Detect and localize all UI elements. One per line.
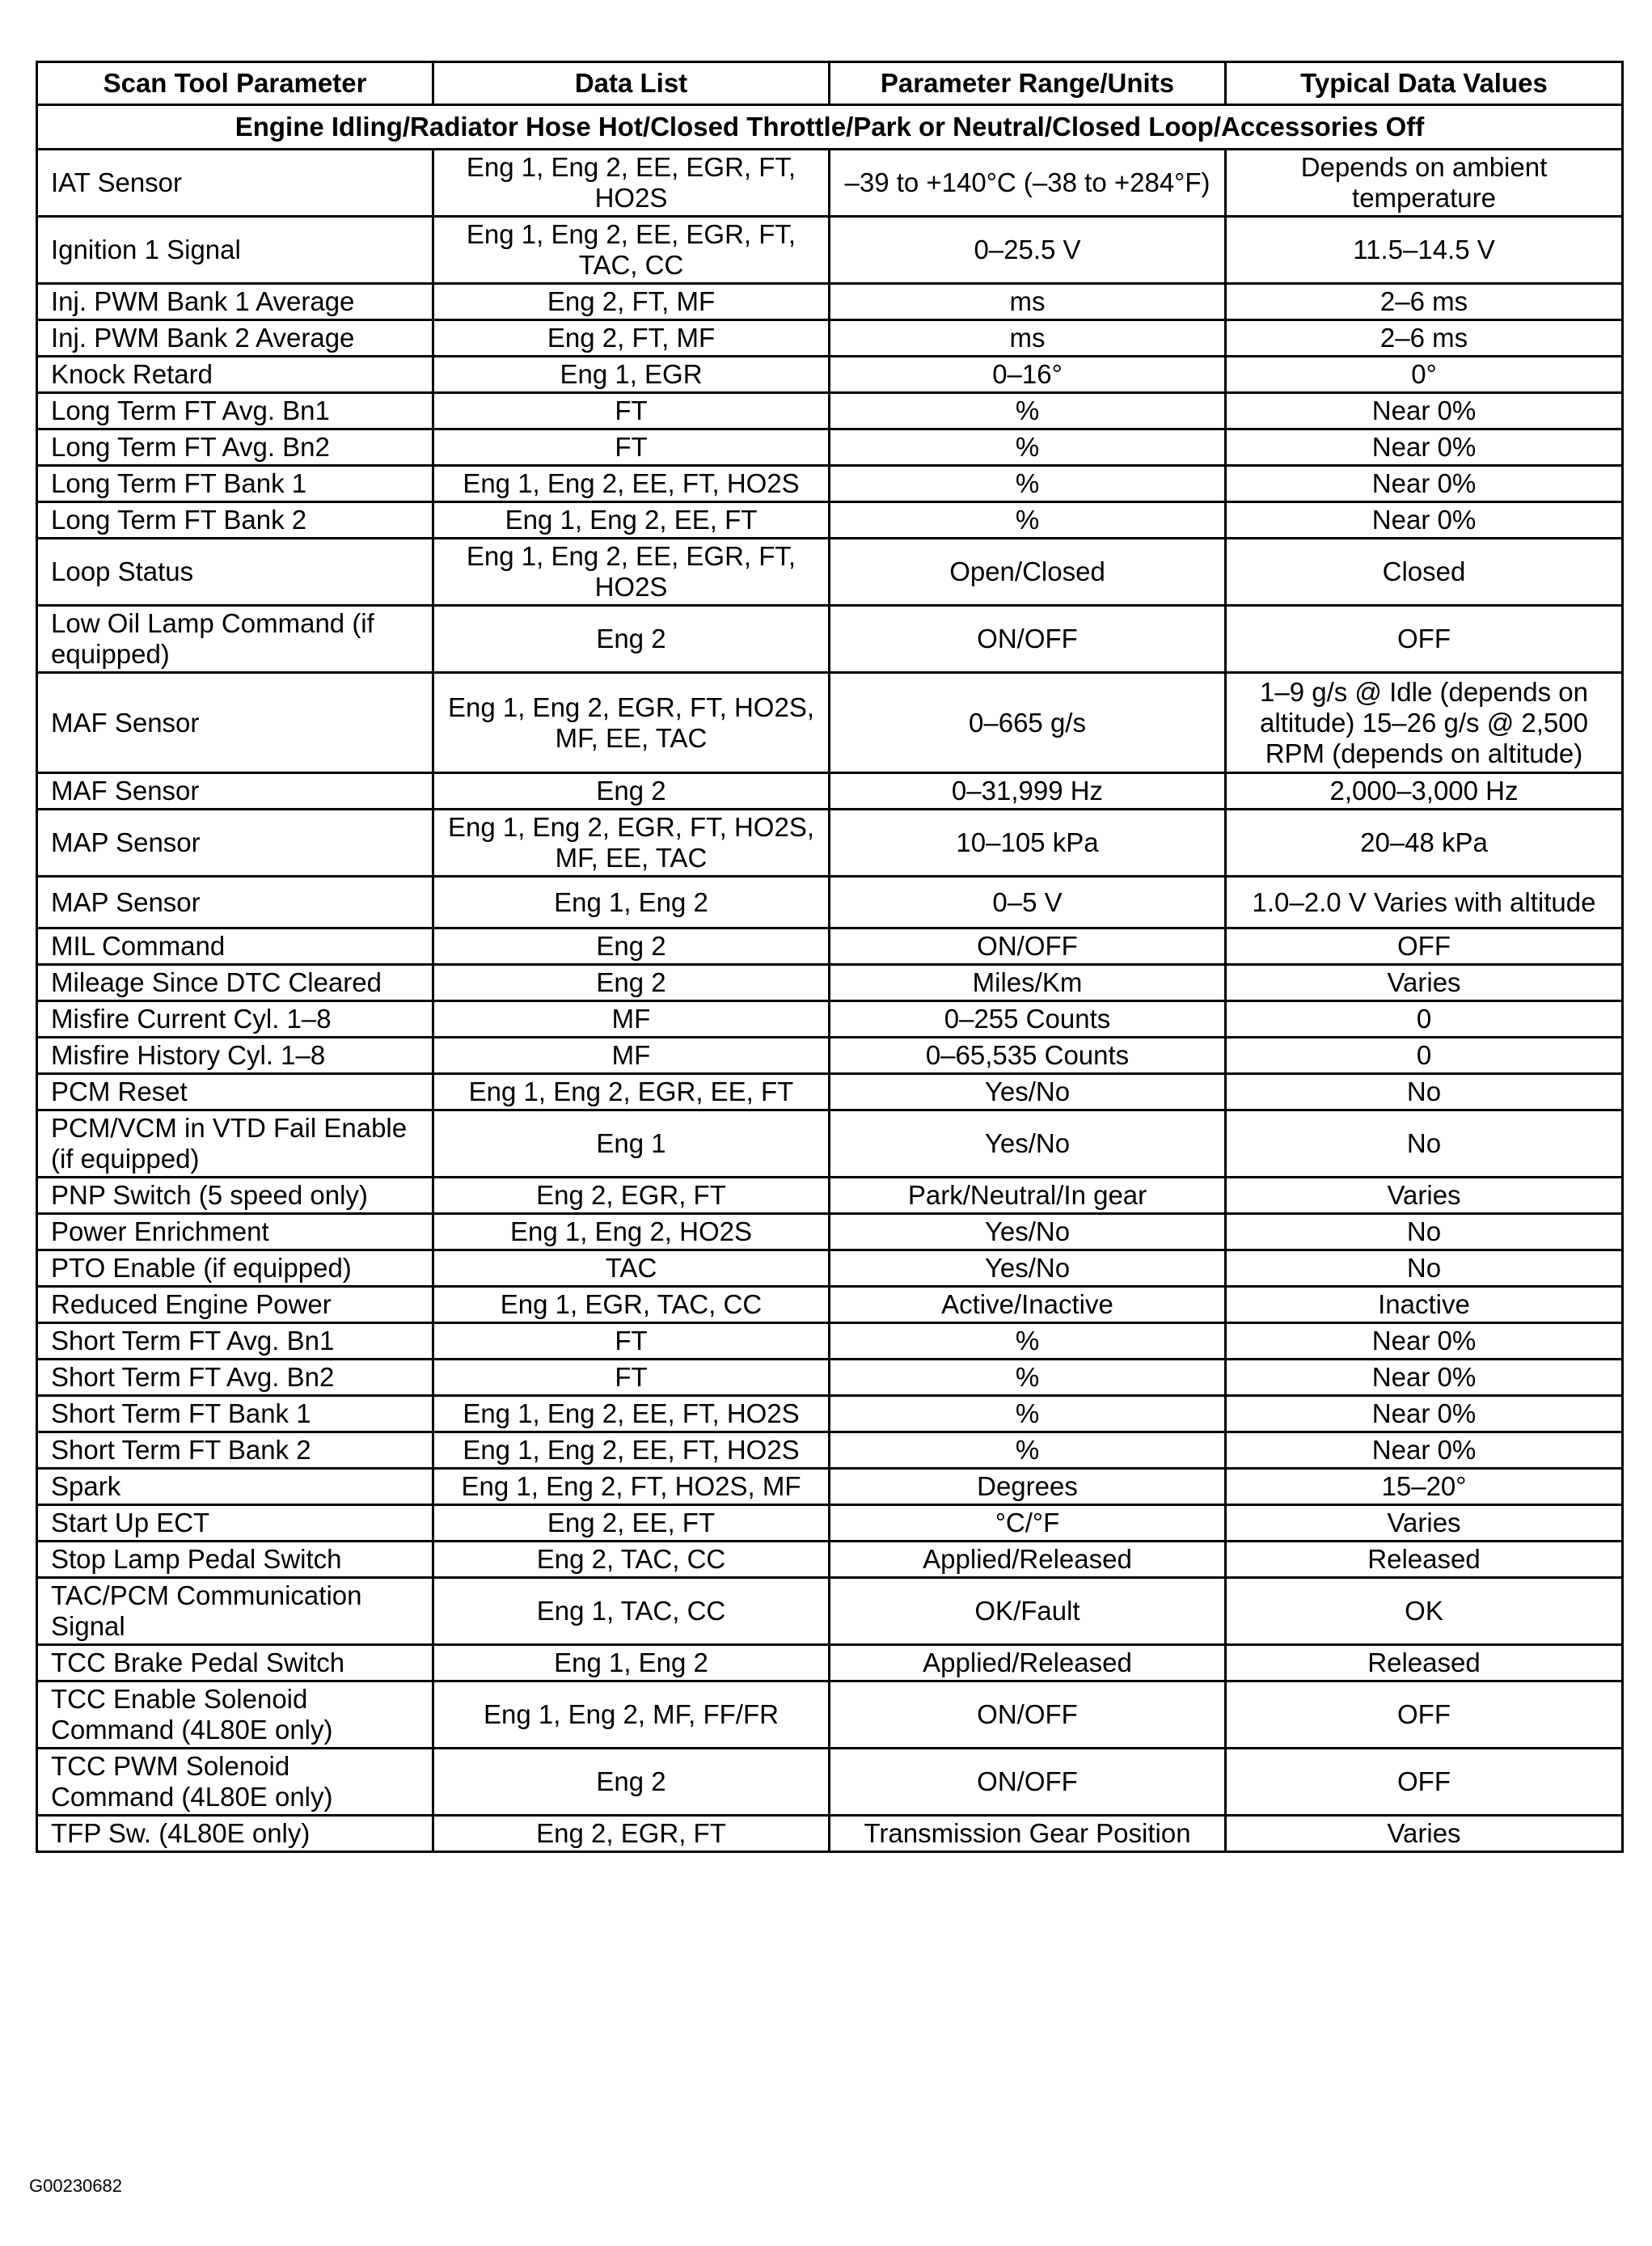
parameter-cell: PCM/VCM in VTD Fail Enable (if equipped): [37, 1110, 433, 1178]
typical-value-cell: Released: [1226, 1645, 1623, 1681]
parameter-cell: PCM Reset: [37, 1074, 433, 1110]
data-list-cell: Eng 1, Eng 2, EE, EGR, FT, TAC, CC: [433, 217, 830, 284]
parameter-cell: Misfire Current Cyl. 1–8: [37, 1001, 433, 1038]
table-row: [37, 1001, 1623, 1038]
data-list-cell: Eng 2: [433, 773, 830, 810]
range-cell: Yes/No: [830, 1214, 1226, 1250]
range-cell: Yes/No: [830, 1110, 1226, 1178]
table-row: [37, 1323, 1623, 1360]
table-row: [37, 810, 1623, 877]
table-row: [37, 1074, 1623, 1110]
range-cell: %: [830, 393, 1226, 429]
typical-value-cell: 0: [1226, 1038, 1623, 1074]
data-list-cell: MF: [433, 1001, 830, 1038]
parameter-cell: Stop Lamp Pedal Switch: [37, 1542, 433, 1578]
typical-value-cell: No: [1226, 1110, 1623, 1178]
range-cell: ms: [830, 284, 1226, 320]
table-row: [37, 466, 1623, 502]
data-list-cell: Eng 1, Eng 2, EE, FT, HO2S: [433, 466, 830, 502]
range-cell: 0–5 V: [830, 877, 1226, 928]
header-row: [37, 62, 1623, 105]
header-range-units: Parameter Range/Units: [830, 62, 1226, 105]
data-list-cell: Eng 1, EGR, TAC, CC: [433, 1287, 830, 1323]
parameter-cell: Short Term FT Bank 1: [37, 1396, 433, 1432]
data-list-cell: Eng 2, EE, FT: [433, 1505, 830, 1542]
parameter-cell: Knock Retard: [37, 357, 433, 393]
range-cell: 0–25.5 V: [830, 217, 1226, 284]
table-row: [37, 284, 1623, 320]
range-cell: %: [830, 1432, 1226, 1469]
table-row: [37, 1287, 1623, 1323]
data-list-cell: Eng 2, EGR, FT: [433, 1816, 830, 1852]
parameter-cell: Mileage Since DTC Cleared: [37, 965, 433, 1001]
typical-value-cell: 2,000–3,000 Hz: [1226, 773, 1623, 810]
typical-value-cell: Varies: [1226, 1816, 1623, 1852]
table-row: [37, 1432, 1623, 1469]
typical-value-cell: No: [1226, 1074, 1623, 1110]
data-list-cell: Eng 1, TAC, CC: [433, 1578, 830, 1645]
range-cell: °C/°F: [830, 1505, 1226, 1542]
data-list-cell: Eng 1, Eng 2, FT, HO2S, MF: [433, 1469, 830, 1505]
table-row: [37, 1749, 1623, 1816]
range-cell: Active/Inactive: [830, 1287, 1226, 1323]
table-row: [37, 357, 1623, 393]
range-cell: 0–65,535 Counts: [830, 1038, 1226, 1074]
parameter-cell: MIL Command: [37, 928, 433, 965]
parameter-cell: TCC Enable Solenoid Command (4L80E only): [37, 1681, 433, 1749]
range-cell: 0–16°: [830, 357, 1226, 393]
table-row: [37, 965, 1623, 1001]
data-list-cell: Eng 2: [433, 1749, 830, 1816]
data-list-cell: Eng 1, Eng 2, EE, FT, HO2S: [433, 1432, 830, 1469]
data-list-cell: Eng 1, Eng 2: [433, 1645, 830, 1681]
typical-value-cell: Near 0%: [1226, 1360, 1623, 1396]
parameter-cell: MAF Sensor: [37, 773, 433, 810]
data-list-cell: Eng 2: [433, 606, 830, 673]
typical-value-cell: Near 0%: [1226, 393, 1623, 429]
parameter-cell: MAP Sensor: [37, 877, 433, 928]
range-cell: Applied/Released: [830, 1645, 1226, 1681]
data-list-cell: Eng 2: [433, 965, 830, 1001]
parameter-cell: Reduced Engine Power: [37, 1287, 433, 1323]
typical-value-cell: 11.5–14.5 V: [1226, 217, 1623, 284]
range-cell: Open/Closed: [830, 539, 1226, 606]
typical-value-cell: Near 0%: [1226, 502, 1623, 539]
typical-value-cell: OFF: [1226, 928, 1623, 965]
typical-value-cell: Depends on ambient temperature: [1226, 150, 1623, 217]
range-cell: Miles/Km: [830, 965, 1226, 1001]
table-row: [37, 217, 1623, 284]
table-row: [37, 429, 1623, 466]
table-row: [37, 606, 1623, 673]
table-row: [37, 1396, 1623, 1432]
table-row: [37, 1578, 1623, 1645]
table-row: [37, 320, 1623, 357]
typical-value-cell: OFF: [1226, 1681, 1623, 1749]
table-body: [37, 150, 1623, 1852]
table-row: [37, 1469, 1623, 1505]
range-cell: %: [830, 1360, 1226, 1396]
table-row: [37, 1038, 1623, 1074]
parameter-cell: Start Up ECT: [37, 1505, 433, 1542]
range-cell: Yes/No: [830, 1250, 1226, 1287]
range-cell: %: [830, 1323, 1226, 1360]
typical-value-cell: OFF: [1226, 606, 1623, 673]
data-list-cell: Eng 1, Eng 2: [433, 877, 830, 928]
range-cell: 0–665 g/s: [830, 673, 1226, 773]
data-list-cell: Eng 1, Eng 2, MF, FF/FR: [433, 1681, 830, 1749]
table-row: [37, 928, 1623, 965]
table-row: [37, 150, 1623, 217]
scan-tool-data-table: [36, 61, 1621, 1853]
typical-value-cell: No: [1226, 1214, 1623, 1250]
parameter-cell: MAF Sensor: [37, 673, 433, 773]
table-row: [37, 1645, 1623, 1681]
data-list-cell: MF: [433, 1038, 830, 1074]
table-row: [37, 539, 1623, 606]
table-row: [37, 1250, 1623, 1287]
parameter-cell: Loop Status: [37, 539, 433, 606]
parameter-cell: Low Oil Lamp Command (if equipped): [37, 606, 433, 673]
condition-subheader: Engine Idling/Radiator Hose Hot/Closed Throttle/Park or Neutral/Closed Loop/Accessories Off: [37, 105, 1623, 150]
range-cell: ms: [830, 320, 1226, 357]
data-list-cell: Eng 2, TAC, CC: [433, 1542, 830, 1578]
parameter-cell: Inj. PWM Bank 1 Average: [37, 284, 433, 320]
typical-value-cell: Released: [1226, 1542, 1623, 1578]
figure-code: G00230682: [29, 2176, 122, 2196]
data-list-cell: TAC: [433, 1250, 830, 1287]
data-list-cell: Eng 1, Eng 2, EE, EGR, FT, HO2S: [433, 539, 830, 606]
range-cell: ON/OFF: [830, 1681, 1226, 1749]
range-cell: %: [830, 429, 1226, 466]
range-cell: ON/OFF: [830, 606, 1226, 673]
parameter-cell: TAC/PCM Communication Signal: [37, 1578, 433, 1645]
typical-value-cell: Varies: [1226, 1505, 1623, 1542]
data-list-cell: Eng 2, FT, MF: [433, 320, 830, 357]
typical-value-cell: Near 0%: [1226, 1432, 1623, 1469]
range-cell: Transmission Gear Position: [830, 1816, 1226, 1852]
typical-value-cell: 2–6 ms: [1226, 284, 1623, 320]
table-row: [37, 1816, 1623, 1852]
parameter-cell: Short Term FT Avg. Bn1: [37, 1323, 433, 1360]
data-list-cell: Eng 1, Eng 2, EE, EGR, FT, HO2S: [433, 150, 830, 217]
range-cell: %: [830, 1396, 1226, 1432]
data-list-cell: Eng 1, EGR: [433, 357, 830, 393]
range-cell: 0–255 Counts: [830, 1001, 1226, 1038]
header-typical-values: Typical Data Values: [1226, 62, 1623, 105]
parameter-cell: Long Term FT Avg. Bn2: [37, 429, 433, 466]
data-list-cell: Eng 1, Eng 2, HO2S: [433, 1214, 830, 1250]
parameter-cell: Power Enrichment: [37, 1214, 433, 1250]
parameter-cell: TCC PWM Solenoid Command (4L80E only): [37, 1749, 433, 1816]
data-list-cell: FT: [433, 393, 830, 429]
parameter-cell: Misfire History Cyl. 1–8: [37, 1038, 433, 1074]
range-cell: ON/OFF: [830, 928, 1226, 965]
data-list-cell: Eng 1, Eng 2, EGR, FT, HO2S, MF, EE, TAC: [433, 810, 830, 877]
data-list-cell: Eng 1, Eng 2, EE, FT, HO2S: [433, 1396, 830, 1432]
data-table: [36, 61, 1624, 1853]
typical-value-cell: 1.0–2.0 V Varies with altitude: [1226, 877, 1623, 928]
table-row: [37, 673, 1623, 773]
typical-value-cell: Varies: [1226, 1178, 1623, 1214]
table-row: [37, 1110, 1623, 1178]
typical-value-cell: OFF: [1226, 1749, 1623, 1816]
data-list-cell: Eng 1, Eng 2, EGR, EE, FT: [433, 1074, 830, 1110]
table-row: [37, 1214, 1623, 1250]
parameter-cell: IAT Sensor: [37, 150, 433, 217]
range-cell: Yes/No: [830, 1074, 1226, 1110]
parameter-cell: Long Term FT Avg. Bn1: [37, 393, 433, 429]
parameter-cell: Ignition 1 Signal: [37, 217, 433, 284]
typical-value-cell: Closed: [1226, 539, 1623, 606]
typical-value-cell: No: [1226, 1250, 1623, 1287]
typical-value-cell: 2–6 ms: [1226, 320, 1623, 357]
header-parameter: Scan Tool Parameter: [37, 62, 433, 105]
typical-value-cell: Near 0%: [1226, 429, 1623, 466]
range-cell: %: [830, 466, 1226, 502]
table-row: [37, 773, 1623, 810]
data-list-cell: Eng 2, EGR, FT: [433, 1178, 830, 1214]
table-row: [37, 1360, 1623, 1396]
condition-row: [37, 105, 1623, 150]
typical-value-cell: Varies: [1226, 965, 1623, 1001]
typical-value-cell: OK: [1226, 1578, 1623, 1645]
data-list-cell: FT: [433, 1360, 830, 1396]
parameter-cell: PTO Enable (if equipped): [37, 1250, 433, 1287]
typical-value-cell: Near 0%: [1226, 466, 1623, 502]
range-cell: 10–105 kPa: [830, 810, 1226, 877]
data-list-cell: Eng 1: [433, 1110, 830, 1178]
table-row: [37, 1681, 1623, 1749]
typical-value-cell: Near 0%: [1226, 1323, 1623, 1360]
data-list-cell: Eng 1, Eng 2, EGR, FT, HO2S, MF, EE, TAC: [433, 673, 830, 773]
typical-value-cell: 0°: [1226, 357, 1623, 393]
parameter-cell: TCC Brake Pedal Switch: [37, 1645, 433, 1681]
data-list-cell: Eng 2: [433, 928, 830, 965]
typical-value-cell: 20–48 kPa: [1226, 810, 1623, 877]
table-row: [37, 1542, 1623, 1578]
parameter-cell: Long Term FT Bank 1: [37, 466, 433, 502]
range-cell: Park/Neutral/In gear: [830, 1178, 1226, 1214]
table-row: [37, 877, 1623, 928]
table-row: [37, 393, 1623, 429]
typical-value-cell: 1–9 g/s @ Idle (depends on altitude) 15–26 g/s @ 2,500 RPM (depends on altitude): [1226, 673, 1623, 773]
table-row: [37, 502, 1623, 539]
typical-value-cell: Inactive: [1226, 1287, 1623, 1323]
data-list-cell: FT: [433, 429, 830, 466]
parameter-cell: Short Term FT Avg. Bn2: [37, 1360, 433, 1396]
table-row: [37, 1505, 1623, 1542]
typical-value-cell: 0: [1226, 1001, 1623, 1038]
range-cell: –39 to +140°C (–38 to +284°F): [830, 150, 1226, 217]
parameter-cell: TFP Sw. (4L80E only): [37, 1816, 433, 1852]
parameter-cell: Inj. PWM Bank 2 Average: [37, 320, 433, 357]
data-list-cell: FT: [433, 1323, 830, 1360]
parameter-cell: Long Term FT Bank 2: [37, 502, 433, 539]
parameter-cell: MAP Sensor: [37, 810, 433, 877]
range-cell: %: [830, 502, 1226, 539]
range-cell: ON/OFF: [830, 1749, 1226, 1816]
header-data-list: Data List: [433, 62, 830, 105]
range-cell: OK/Fault: [830, 1578, 1226, 1645]
range-cell: Applied/Released: [830, 1542, 1226, 1578]
typical-value-cell: 15–20°: [1226, 1469, 1623, 1505]
data-list-cell: Eng 1, Eng 2, EE, FT: [433, 502, 830, 539]
parameter-cell: Short Term FT Bank 2: [37, 1432, 433, 1469]
table-row: [37, 1178, 1623, 1214]
data-list-cell: Eng 2, FT, MF: [433, 284, 830, 320]
typical-value-cell: Near 0%: [1226, 1396, 1623, 1432]
range-cell: Degrees: [830, 1469, 1226, 1505]
parameter-cell: PNP Switch (5 speed only): [37, 1178, 433, 1214]
parameter-cell: Spark: [37, 1469, 433, 1505]
range-cell: 0–31,999 Hz: [830, 773, 1226, 810]
